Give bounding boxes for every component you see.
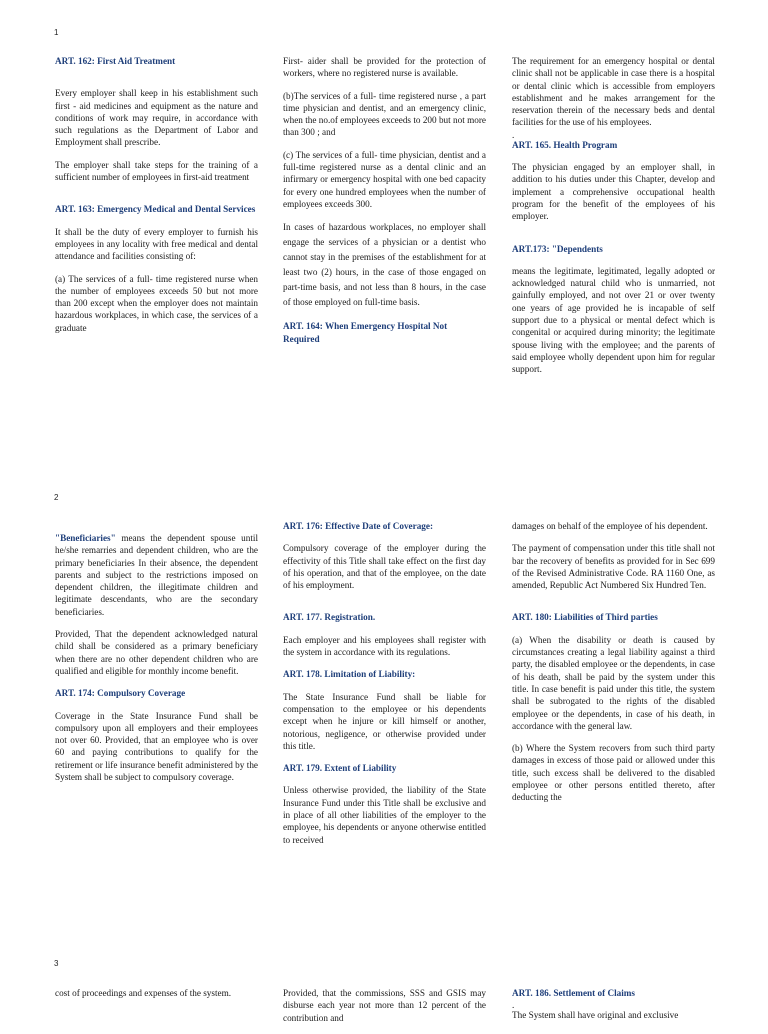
paragraph: Coverage in the State Insurance Fund shall be compulsory upon all employers and their employees not over 60. Provided, that an employee who is over 60 and paying contributions to qualify for the retirement or life insurance benefit administered by the System shall be subject to compulsory coverage.: [55, 710, 258, 783]
paragraph-text: means the dependent spouse until he/she remarries and dependent children, who are the primary beneficiaries In their absence, the dependent parents and subject to the restrictions imposed on dependent children, the illegitimate children and legitimate descendants, who are the secondary beneficiaries.: [55, 533, 258, 617]
paragraph: Provided, that the commissions, SSS and GSIS may disburse each year not more than 12 percent of the contribution and: [283, 988, 486, 1023]
page2-column-2: [283, 520, 486, 856]
page1-column-2: [283, 55, 486, 355]
heading-art-163: ART. 163: Emergency Medical and Dental Services: [55, 204, 256, 215]
heading-art-162: ART. 162: First Aid Treatment: [55, 56, 176, 66]
heading-art-173: ART.173: "Dependents: [512, 243, 603, 254]
paragraph: [55, 532, 258, 618]
heading-art-180: ART. 180: Liabilities of Third parties: [512, 612, 658, 623]
paragraph: The employer shall take steps for the training of a sufficient number of employees in first-aid treatment: [55, 159, 258, 183]
page3-column-2: [283, 987, 486, 1034]
page-number-2: 2: [54, 493, 59, 502]
heading-art-164: ART. 164: When Emergency Hospital Not Required: [283, 321, 448, 344]
stray-dot: .: [512, 1000, 515, 1011]
heading-art-179: ART. 179. Extent of Liability: [283, 763, 397, 774]
paragraph: (a) The services of a full- time registered nurse when the number of employees exceeds 50 but not more than 200 except when the employer does not maintain hazardous workplaces, in which case, the services of a graduate: [55, 273, 258, 333]
heading-art-177: ART. 177. Registration.: [283, 612, 376, 623]
paragraph: Each employer and his employees shall register with the system in accordance with its regulations.: [283, 634, 486, 658]
paragraph: The State Insurance Fund shall be liable for compensation to the employee or his dependents except when he injure or kill himself or another, notorious, negligence, or otherwise provided under this title.: [283, 691, 486, 751]
term-beneficiaries: "Beneficiaries": [55, 533, 116, 543]
page3-column-1: [55, 987, 258, 1009]
paragraph: The physician engaged by an employer shall, in addition to his duties under this Chapter, develop and implement a comprehensive occupational health program for the benefit of the employees of his employer.: [512, 162, 715, 222]
page-number-1: 1: [54, 28, 59, 37]
paragraph: In cases of hazardous workplaces, no employer shall engage the services of a physician or a dentist who cannot stay in the premises of the establishment for at least two (2) hours, in the case of those engaged on part-time basis, and not less than 8 hours, in the case of those employed on full-time basis.: [283, 222, 486, 308]
paragraph: damages on behalf of the employee of his dependent.: [512, 521, 708, 531]
paragraph: Provided, That the dependent acknowledged natural child shall be considered as a primary beneficiary when there are no other dependent children who are qualified and eligible for monthly income benefit.: [55, 629, 258, 676]
page3-column-3: [512, 987, 715, 1032]
page2-column-3: [512, 520, 715, 814]
paragraph: (c) The services of a full- time physician, dentist and a full-time registered nurse as a dental clinic and an infirmary or emergency hospital with one bed capacity for every one hundred employees when the number of employees exceeds 300.: [283, 149, 486, 209]
page-number-3: 3: [54, 959, 59, 968]
paragraph: First- aider shall be provided for the protection of workers, where no registered nurse is available.: [283, 56, 486, 79]
heading-art-178: ART. 178. Limitation of Liability:: [283, 669, 416, 680]
heading-art-186: ART. 186. Settlement of Claims: [512, 988, 636, 998]
paragraph: It shall be the duty of every employer to furnish his employees in any locality with free medical and dental attendance and facilities consisting of:: [55, 226, 258, 262]
paragraph: (a) When the disability or death is caused by circumstances creating a legal liability against a third party, the disabled employee or the dependents, in case of his death, shall be paid by the system under this title. In case benefit is paid under this title, the system shall be subrogated to the rights of the disabled employee or the dependents, in case of his death, in accordance with the general law.: [512, 634, 715, 731]
paragraph: (b) Where the System recovers from such third party damages in excess of those paid or allowed under this title, such excess shall be delivered to the disabled employee or other persons entitled thereto, after deducting the: [512, 743, 715, 803]
paragraph: cost of proceedings and expenses of the system.: [55, 988, 232, 998]
paragraph: The payment of compensation under this title shall not bar the recovery of benefits as provided for in Sec 699 of the Revised Administrative Code. RA 1160 One, as amended, Republic Act Numbered Six Hundred Ten.: [512, 543, 715, 591]
paragraph: Compulsory coverage of the employer during the effectivity of this Title shall take effect on the first day of his operation, and that of the employee, on the date of his employment.: [283, 543, 486, 591]
paragraph: The requirement for an emergency hospital or dental clinic shall not be applicable in case there is a hospital or dental clinic which is accessible from employers establishment and he makes arrangement for the reservation therein of the necessary beds and dental facilities for the use of his employees.: [512, 56, 715, 128]
page2-column-1: [55, 532, 258, 793]
paragraph: (b)The services of a full- time registered nurse , a part time physician and dentist, and an emergency clinic, when the no.of employees exceeds to 200 but not more than 300 ; and: [283, 90, 486, 138]
heading-art-176: ART. 176: Effective Date of Coverage:: [283, 521, 434, 531]
heading-art-165: ART. 165. Health Program: [512, 139, 618, 150]
paragraph: means the legitimate, legitimated, legally adopted or acknowledged natural child who is unmarried, not gainfully employed, and not over 21 or over twenty one years of age provided he is incapable of self support due to a physical or mental defect which is congenital or acquired during minority; the legitimate spouse living with the employee; and the parents of said employee wholly dependent upon him for regular support.: [512, 265, 715, 375]
stray-dot: .: [512, 129, 515, 140]
page1-column-1: [55, 55, 258, 344]
paragraph: The System shall have original and exclusive: [512, 1010, 679, 1021]
paragraph: Unless otherwise provided, the liability of the State Insurance Fund under this Title shall be exclusive and in place of all other liabilities of the employer to the employee, his dependents or anyone otherwise entitled to received: [283, 785, 486, 845]
page1-column-3: [512, 55, 715, 386]
paragraph: Every employer shall keep in his establishment such first - aid medicines and equipment as the nature and conditions of work may require, in accordance with such regulations as the Department of Labor and Employment shall prescribe.: [55, 88, 258, 148]
heading-art-174: ART. 174: Compulsory Coverage: [55, 688, 186, 699]
